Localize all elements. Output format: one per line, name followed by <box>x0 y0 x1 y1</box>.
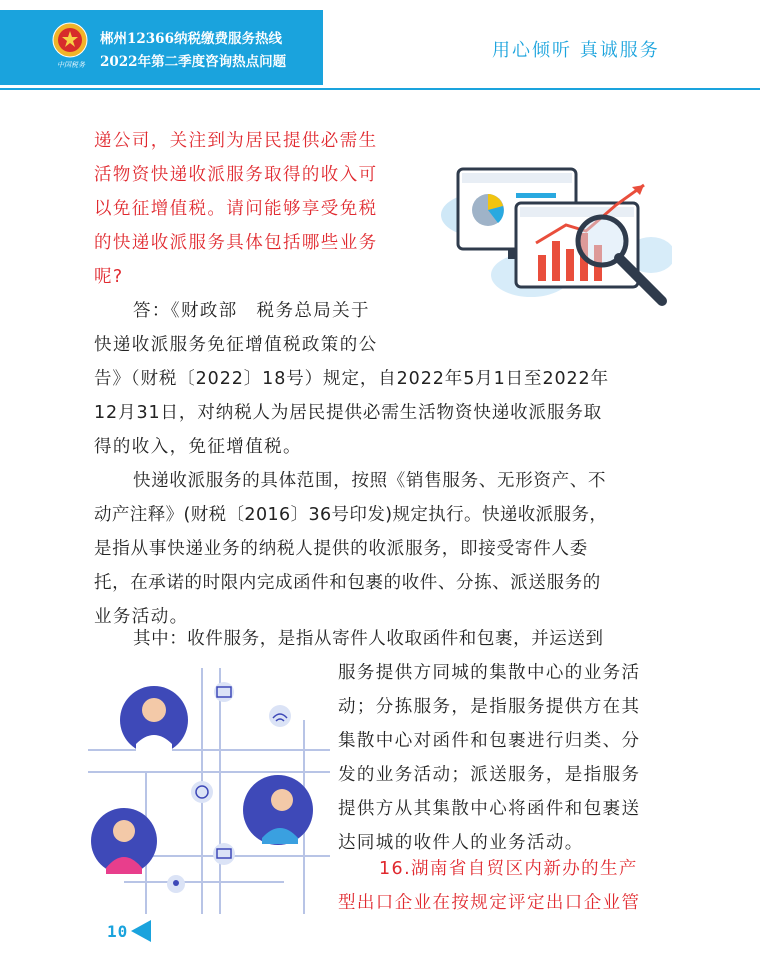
detail-line: 提供方从其集散中心将函件和包裹送 <box>338 799 641 819</box>
detail-line: 发的业务活动；派送服务，是指服务 <box>338 765 641 785</box>
next-question-line: 型出口企业在按规定评定出口企业管 <box>338 893 641 913</box>
header-title-line1: 郴州12366纳税缴费服务热线 <box>100 31 282 47</box>
header-bar <box>0 10 323 85</box>
next-question-line: 16.湖南省自贸区内新办的生产 <box>379 859 638 879</box>
page-arrow-icon <box>131 920 151 942</box>
analytics-monitors-illustration <box>436 155 672 315</box>
question-line: 以免征增值税。请问能够享受免税 <box>94 199 378 219</box>
tax-emblem-icon <box>52 22 88 58</box>
detail-line: 动；分拣服务，是指服务提供方在其 <box>338 697 641 717</box>
scope-line: 是指从事快递业务的纳税人提供的收派服务，即接受寄件人委 <box>94 539 589 559</box>
answer-line: 告》（财税〔2022〕18号）规定，自2022年5月1日至2022年 <box>94 369 609 389</box>
answer-line: 快递收派服务免征增值税政策的公 <box>94 335 378 355</box>
scope-line: 托，在承诺的时限内完成函件和包裹的收件、分拣、派送服务的 <box>94 573 601 593</box>
question-line: 递公司，关注到为居民提供必需生 <box>94 131 378 151</box>
question-line: 的快递收派服务具体包括哪些业务 <box>94 233 378 253</box>
detail-line: 服务提供方同城的集散中心的业务活 <box>338 663 641 683</box>
scope-line: 动产注释》(财税〔2016〕36号印发)规定执行。快递收派服务， <box>94 505 608 525</box>
scope-line: 业务活动。 <box>94 607 189 627</box>
header-slogan: 用心倾听 真诚服务 <box>492 40 660 61</box>
header-divider <box>0 88 760 90</box>
network-communication-illustration <box>84 668 330 914</box>
answer-line: 12月31日，对纳税人为居民提供必需生活物资快递收派服务取 <box>94 403 603 423</box>
answer-line: 答：《财政部 税务总局关于 <box>133 301 370 321</box>
detail-line: 达同城的收件人的业务活动。 <box>338 833 584 853</box>
question-line: 呢? <box>94 267 124 287</box>
answer-line: 得的收入，免征增值税。 <box>94 437 302 457</box>
header-title-line2: 2022年第二季度咨询热点问题 <box>100 54 287 70</box>
scope-line: 快递收派服务的具体范围，按照《销售服务、无形资产、不 <box>133 471 607 491</box>
question-line: 活物资快递收派服务取得的收入可 <box>94 165 378 185</box>
detail-line: 其中：收件服务，是指从寄件人收取函件和包裹，并运送到 <box>133 629 604 649</box>
page-number: 10 <box>107 922 129 941</box>
detail-line: 集散中心对函件和包裹进行归类、分 <box>338 731 641 751</box>
emblem-caption: 中国税务 <box>57 61 85 69</box>
